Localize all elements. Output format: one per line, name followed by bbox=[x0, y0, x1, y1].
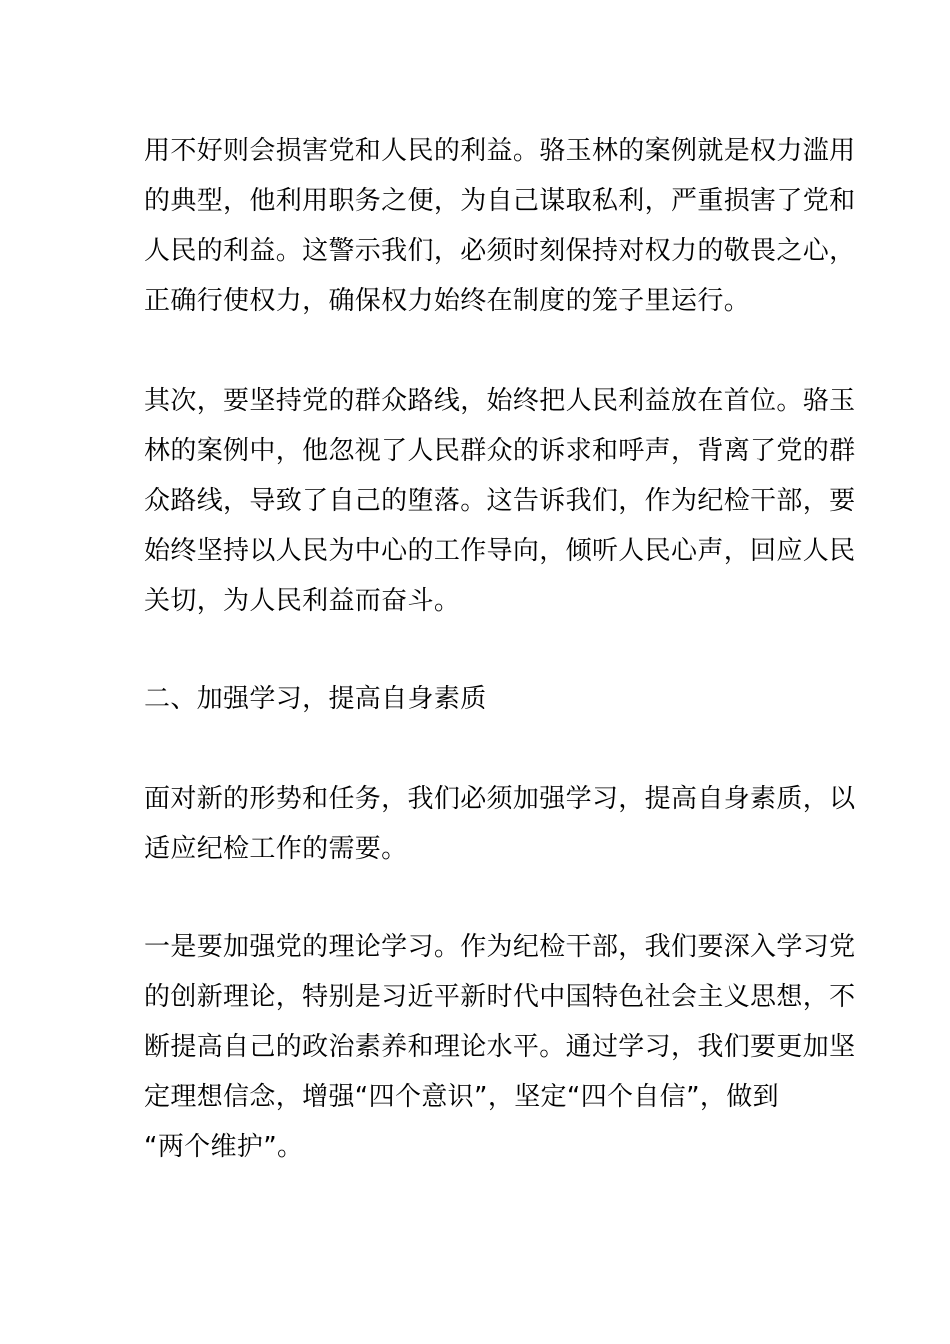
paragraph-line: 用不好则会损害党和人民的利益。骆玉林的案例就是权力滥用 bbox=[144, 136, 856, 166]
paragraph-line: 断提高自己的政治素养和理论水平。通过学习，我们要更加坚 bbox=[144, 1032, 856, 1062]
paragraph-line: 众路线，导致了自己的堕落。这告诉我们，作为纪检干部，要 bbox=[144, 486, 856, 516]
paragraph-line: 林的案例中，他忽视了人民群众的诉求和呼声，背离了党的群 bbox=[144, 436, 856, 466]
paragraph-line: 正确行使权力，确保权力始终在制度的笼子里运行。 bbox=[144, 286, 751, 316]
paragraph-line: 人民的利益。这警示我们，必须时刻保持对权力的敬畏之心， bbox=[144, 236, 856, 266]
paragraph-line: 面对新的形势和任务，我们必须加强学习，提高自身素质，以 bbox=[144, 784, 856, 814]
paragraph-line: 一是要加强党的理论学习。作为纪检干部，我们要深入学习党 bbox=[144, 932, 856, 962]
paragraph-line: 的典型，他利用职务之便，为自己谋取私利，严重损害了党和 bbox=[144, 186, 856, 216]
section-heading-text: 二、加强学习，提高自身素质 bbox=[144, 684, 487, 714]
paragraph-line: 其次，要坚持党的群众路线，始终把人民利益放在首位。骆玉 bbox=[144, 386, 856, 416]
paragraph-line: “两个维护”。 bbox=[144, 1132, 304, 1162]
paragraph-line: 定理想信念，增强“四个意识”，坚定“四个自信”，做到 bbox=[144, 1082, 779, 1112]
paragraph-line: 关切，为人民利益而奋斗。 bbox=[144, 586, 461, 616]
paragraph-line: 的创新理论，特别是习近平新时代中国特色社会主义思想，不 bbox=[144, 982, 856, 1012]
paragraph-line: 适应纪检工作的需要。 bbox=[144, 834, 408, 864]
paragraph-line: 始终坚持以人民为中心的工作导向，倾听人民心声，回应人民 bbox=[144, 536, 856, 566]
